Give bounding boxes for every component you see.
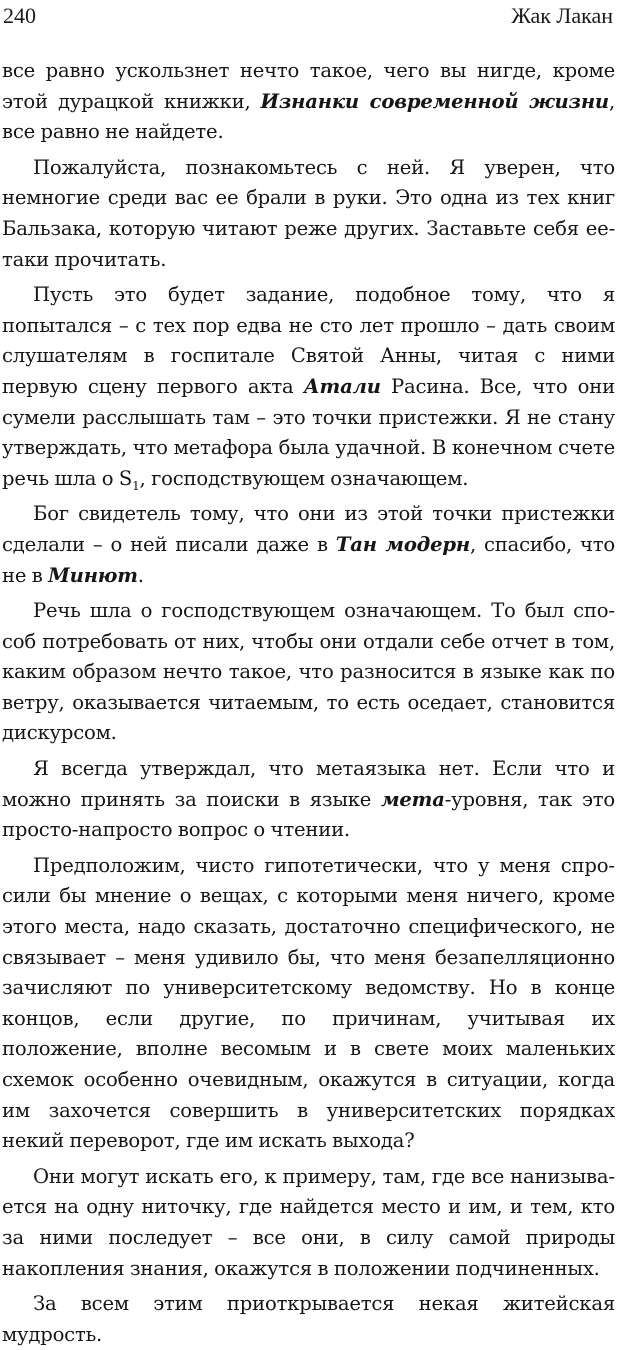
italic-title: Тан модерн <box>335 532 470 556</box>
page-number: 240 <box>3 3 36 28</box>
paragraph <box>2 499 615 591</box>
running-header <box>2 0 615 40</box>
paragraph <box>2 754 615 846</box>
text-run: За всем этим приоткрывается некая житейская мудрость. <box>2 1292 615 1346</box>
italic-title: мета <box>380 787 445 811</box>
text-run: , господствующем означающем. <box>139 466 469 490</box>
text-run: Речь шла о господствующем означающем. То был способ потребовать от них, чтобы они отдали себе отчет в том, каким образом нечто такое, что разносится в языке как по ветру, оказывается читаемым, то есть оседает, становится дискурсом. <box>2 599 615 745</box>
text-run: . <box>137 563 144 587</box>
paragraph <box>2 851 615 1157</box>
paragraph <box>2 1162 615 1284</box>
paragraph <box>2 56 615 148</box>
subscript: 1 <box>132 478 140 493</box>
text-run: -уровня, так это просто-напросто вопрос о чтении. <box>2 787 615 842</box>
text-run: Они могут искать его, к примеру, там, где все нанизывается на одну ниточку, где найдется место и им, и тем, кто за ними последует – все они, в силу самой природы накопления знания, окажутся в положении подчиненных. <box>2 1164 615 1280</box>
text-run: Пожалуйста, познакомьтесь с ней. Я уверен, что немногие среди вас ее брали в руки. Это одна из тех книг Бальзака, которую читают реже других. Заставьте себя ее-таки прочитать. <box>2 155 615 271</box>
text-run: Я всегда утверждал, что метаязыка нет. Если что и можно принять за поиски в языке <box>2 757 615 811</box>
italic-title: Атали <box>303 374 381 398</box>
italic-title: Минют <box>48 563 138 587</box>
italic-title: Изнанки современной жизни <box>260 89 609 113</box>
text-run: Пусть это будет задание, подобное тому, что я попытался – с тех пор едва не сто лет прошло – дать своим слушателям в госпитале Святой Анны, читая с ними первую сцену первого акта <box>2 283 615 398</box>
text-run: все равно ускользнет нечто такое, чего вы нигде, кроме этой дурацкой книжки, <box>2 59 615 113</box>
text-run: Бог свидетель тому, что они из этой точки пристежки сделали – о ней писали даже в <box>2 502 615 556</box>
paragraph <box>2 596 615 749</box>
text-run: , спасибо, что не в <box>2 532 616 587</box>
paragraph <box>2 1289 615 1350</box>
running-title: Жак Лакан <box>511 3 613 28</box>
paragraph <box>2 280 615 494</box>
paragraph <box>2 153 615 275</box>
text-run: , все равно не найдете. <box>2 89 615 144</box>
body-text <box>2 56 615 1350</box>
text-run: Расина. Все, что они сумели расслышать там – это точки пристежки. Я не стану утверждать, что метафора была удачной. В конечном счете речь шла о S <box>2 374 615 490</box>
text-run: Предположим, чисто гипотетически, что у меня спросили бы мнение о вещах, с которыми меня ничего, кроме этого места, надо сказать, достаточно специфического, не связывает – меня удивило бы, что меня безапелляционно зачисляют по университетскому ведомству. Но в конце концов, если другие, по причинам, учитывая их положение, вполне весомым и в свете моих маленьких схемок особенно очевидным, окажутся в ситуации, когда им захочется совершить в университетских порядках некий переворот, где им искать выхода? <box>2 853 615 1153</box>
